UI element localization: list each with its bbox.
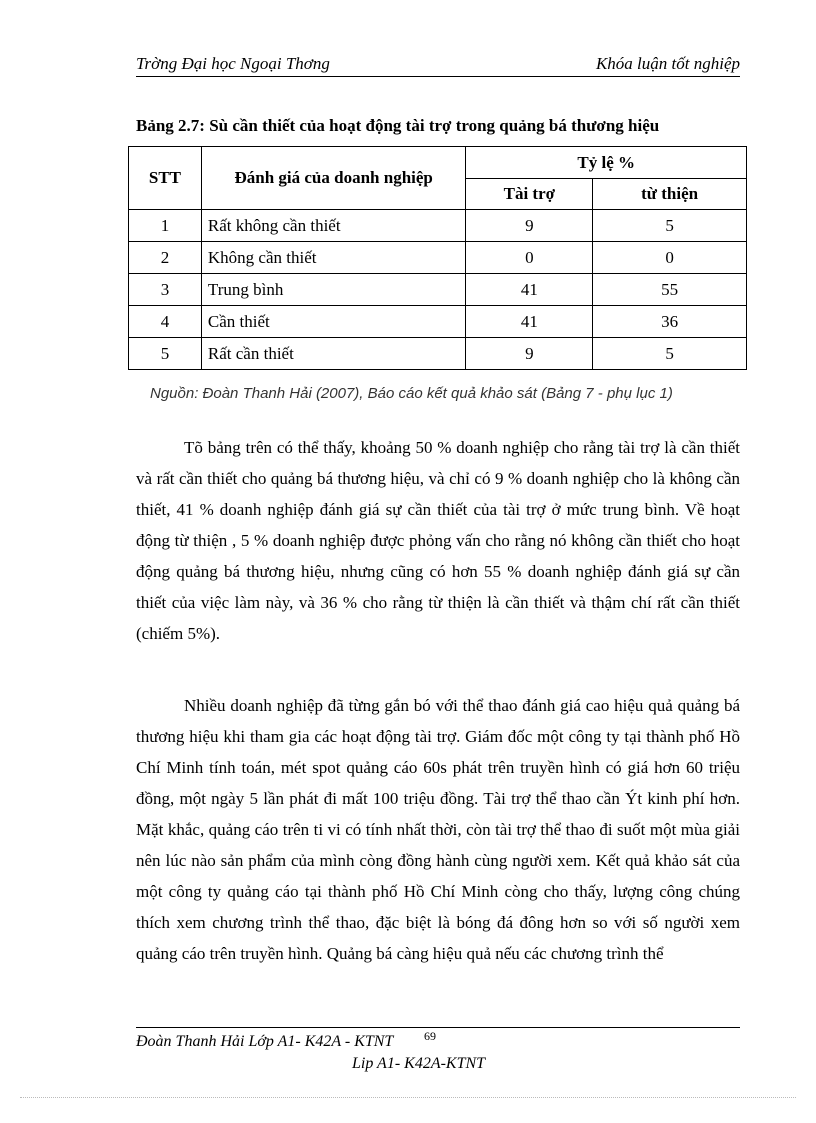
header-sponsor: Tài trợ	[466, 179, 593, 210]
cell-stt: 2	[129, 242, 202, 274]
footer-class: Lip A1- K42A-KTNT	[352, 1055, 486, 1072]
header-ratio-group: Tỷ lệ %	[466, 147, 747, 179]
header-charity: từ thiện	[593, 179, 747, 210]
cell-charity: 0	[593, 242, 747, 274]
table-row	[129, 274, 747, 306]
cell-sponsor: 9	[466, 338, 593, 370]
cell-label: Không cần thiết	[201, 242, 466, 274]
cell-sponsor: 0	[466, 242, 593, 274]
cell-sponsor: 41	[466, 306, 593, 338]
body-paragraph-1: Tõ bảng trên có thể thấy, khoảng 50 % doanh nghiệp cho rằng tài trợ là cần thiết và rất cần thiết cho quảng bá thương hiệu, và chỉ có 9 % doanh nghiệp cho là không cần thiết, 41 % doanh nghiệp đánh giá sự cần thiết của tài trợ ở mức trung bình. Về hoạt động từ thiện , 5 % doanh nghiệp được phỏng vấn cho rằng nó không cần thiết cho hoạt động quảng bá thương hiệu, nhưng cũng có hơn 55 % doanh nghiệp đánh giá sự cần thiết của việc làm này, và 36 % cho rằng từ thiện là cần thiết và thậm chí rất cần thiết (chiếm 5%).	[136, 438, 740, 643]
cell-label: Cần thiết	[201, 306, 466, 338]
header-title: Khóa luận tốt nghiệp	[595, 54, 740, 73]
cell-charity: 55	[593, 274, 747, 306]
header-evaluation: Đánh giá của doanh nghiệp	[201, 147, 466, 210]
cell-label: Rất cần thiết	[201, 338, 466, 370]
body-paragraph-2: Nhiều doanh nghiệp đã từng gắn bó với thể thao đánh giá cao hiệu quả quảng bá thương hiệu khi tham gia các hoạt động tài trợ. Giám đốc một công ty tại thành phố Hồ Chí Minh tính toán, mét spot quảng cáo 60s phát trên truyền hình có giá hơn 60 triệu đồng, một ngày 5 lần phát đi mất 100 triệu đồng. Tài trợ thể thao cần Ýt kinh phí hơn. Mặt khắc, quảng cáo trên ti vi có tính nhất thời, còn tài trợ thể thao đi suốt một mùa giải nên lúc nào sản phẩm của mình còng đồng hành cùng người xem. Kết quả khảo sát của một công ty quảng cáo tại thành phố Hồ Chí Minh còng cho thấy, lượng công chúng thích xem chương trình thể thao, đặc biệt là bóng đá đông hơn so với số người xem quảng cáo trên truyền hình. Quảng bá càng hiệu quả nếu các chương trình thể	[136, 696, 740, 963]
cell-charity: 5	[593, 210, 747, 242]
data-table	[128, 146, 747, 370]
header-stt: STT	[129, 147, 202, 210]
footer-author: Đoàn Thanh Hải Lớp A1- K42A - KTNT	[136, 1033, 394, 1050]
cell-label: Trung bình	[201, 274, 466, 306]
table-row	[129, 210, 747, 242]
cell-label: Rất không cần thiết	[201, 210, 466, 242]
cell-stt: 3	[129, 274, 202, 306]
cell-stt: 4	[129, 306, 202, 338]
page-break-divider	[20, 1097, 796, 1098]
cell-sponsor: 9	[466, 210, 593, 242]
page-number: 69	[424, 1029, 436, 1043]
footer-rule	[136, 1027, 740, 1028]
table-row	[129, 242, 747, 274]
cell-charity: 5	[593, 338, 747, 370]
table-row	[129, 338, 747, 370]
cell-charity: 36	[593, 306, 747, 338]
cell-stt: 1	[129, 210, 202, 242]
table-source: Nguồn: Đoàn Thanh Hải (2007), Báo cáo kết quả khảo sát (Bảng 7 - phụ lục 1)	[150, 385, 673, 402]
table-caption: Bảng 2.7: Sù cần thiết của hoạt động tài trợ trong quảng bá thương hiệu	[136, 116, 660, 135]
cell-stt: 5	[129, 338, 202, 370]
cell-sponsor: 41	[466, 274, 593, 306]
header-rule	[136, 76, 740, 77]
table-row	[129, 306, 747, 338]
header-school: Trờng Đại học Ngoại Thơng	[136, 54, 330, 73]
